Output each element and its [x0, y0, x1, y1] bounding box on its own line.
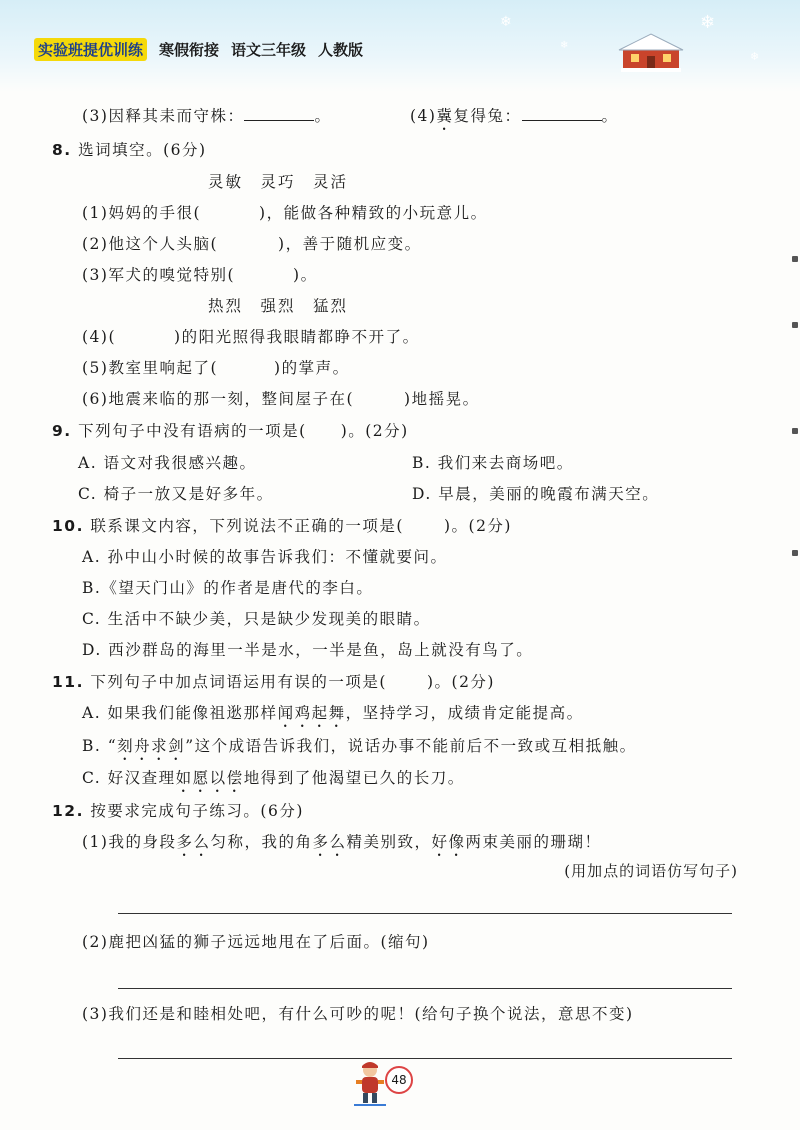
series-badge: 实验班提优训练 — [34, 38, 147, 61]
q12-s1-part: (1)我的身段 — [82, 833, 177, 851]
q12-sentence-2: (2)鹿把凶猛的狮子远远地甩在了后面。(缩句) — [82, 933, 430, 951]
q8-item-6 — [82, 387, 480, 409]
q9-number: 9. — [52, 422, 72, 440]
q8-number: 8. — [52, 141, 72, 159]
q7-item-4 — [410, 104, 619, 134]
answer-line[interactable] — [118, 1058, 732, 1059]
snow-house-icon — [617, 32, 685, 72]
q9-option-a[interactable]: A. 语文对我很感兴趣。 — [78, 454, 257, 472]
q8-item-4-post: )的阳光照得我眼睛都睁不开了。 — [174, 328, 420, 346]
q7-item-4-text: 复得兔： — [453, 107, 522, 125]
header-title — [34, 38, 363, 61]
q11-a-dotted-word: 闻鸡起舞 — [277, 704, 346, 722]
q12-sentence-3: (3)我们还是和睦相处吧，有什么可吵的呢！(给句子换个说法，意思不变) — [82, 1005, 634, 1023]
q8-item-4-pre: (4)( — [82, 328, 117, 346]
q7-item-3-end: 。 — [314, 107, 332, 125]
q8-item-2 — [82, 232, 422, 254]
q11-c-post: 地得到了他渴望已久的长刀。 — [243, 769, 465, 787]
scan-edge-mark — [792, 550, 798, 556]
answer-line[interactable] — [118, 988, 732, 989]
q8-title-text: 选词填空。(6分) — [78, 141, 207, 159]
q9-option-d[interactable]: D. 早晨，美丽的晚霞布满天空。 — [412, 485, 660, 503]
q12-s1-dotted-word: 好像 — [431, 833, 466, 851]
q11-b-dotted-word: 刻舟求剑 — [117, 737, 186, 755]
q12-s1-part: 匀称，我的角 — [210, 833, 313, 851]
page-number: 48 — [385, 1066, 413, 1094]
q12-number: 12. — [52, 802, 84, 820]
q8-item-6-post: )地摇晃。 — [404, 390, 480, 408]
q8-item-3 — [82, 263, 318, 285]
q10-number: 10. — [52, 517, 84, 535]
q8-item-5-post: )的掌声。 — [274, 359, 350, 377]
q10-option-a[interactable]: A. 孙中山小时候的故事告诉我们：不懂就要问。 — [82, 548, 448, 566]
q8-item-6-pre: (6)地震来临的那一刻，整间屋子在( — [82, 390, 355, 408]
q11-title — [52, 670, 495, 692]
snowflake-icon: ❄ — [750, 50, 760, 63]
q12-s1-part: 精美别致， — [346, 833, 432, 851]
q8-item-5 — [82, 356, 350, 378]
q9-title — [52, 419, 409, 441]
q7-item-4-end: 。 — [601, 107, 619, 125]
answer-blank[interactable] — [244, 120, 314, 121]
q12-s1-dotted-word: 多么 — [176, 833, 211, 851]
q9-option-b[interactable]: B. 我们来去商场吧。 — [412, 454, 574, 472]
q8-item-4 — [82, 325, 420, 347]
q8-word-bank-1: 灵敏 灵巧 灵活 — [208, 173, 349, 191]
q11-c-pre: C. 好汉查理 — [82, 769, 176, 787]
q11-option-c[interactable] — [82, 766, 465, 796]
q12-s1-requirement: (用加点的词语仿写句子) — [564, 862, 738, 880]
answer-line[interactable] — [118, 913, 732, 914]
q9-option-c[interactable]: C. 椅子一放又是好多年。 — [78, 485, 274, 503]
q11-a-post: ，坚持学习，成绩肯定能提高。 — [345, 704, 584, 722]
q9-title-pre: 下列句子中没有语病的一项是( — [78, 422, 307, 440]
q12-s1-part: 两束美丽的珊瑚！ — [465, 833, 602, 851]
q8-item-3-post: )。 — [293, 266, 318, 284]
q8-item-1 — [82, 201, 488, 223]
q11-option-b[interactable] — [82, 734, 637, 764]
snowflake-icon: ❄ — [500, 14, 512, 30]
q7-item-4-dotted: 冀 — [436, 107, 454, 125]
q11-b-post: ”这个成语告诉我们，说话办事不能前后不一致或互相抵触。 — [185, 737, 637, 755]
q12-sentence-1 — [82, 830, 602, 860]
q12-s1-dotted-word: 多么 — [312, 833, 347, 851]
q7-item-4-pre: (4) — [410, 107, 437, 125]
q10-option-d[interactable]: D. 西沙群岛的海里一半是水，一半是鱼，岛上就没有鸟了。 — [82, 641, 534, 659]
q7-item-3 — [82, 104, 331, 126]
q8-item-5-pre: (5)教室里响起了( — [82, 359, 219, 377]
header-part-term: 寒假衔接 — [159, 41, 220, 59]
q10-title — [52, 514, 512, 536]
scan-edge-mark — [792, 322, 798, 328]
snowflake-icon: ❄ — [700, 12, 716, 33]
q10-title-pre: 联系课文内容，下列说法不正确的一项是( — [90, 517, 404, 535]
q8-item-3-pre: (3)军犬的嗅觉特别( — [82, 266, 236, 284]
q8-item-2-post: )，善于随机应变。 — [278, 235, 422, 253]
q12-title-text: 按要求完成句子练习。(6分) — [90, 802, 304, 820]
q10-title-post: )。(2分) — [443, 517, 512, 535]
header-part-grade: 语文三年级 — [231, 41, 307, 59]
q11-a-pre: A. 如果我们能像祖逖那样 — [82, 704, 278, 722]
q8-item-2-pre: (2)他这个人头脑( — [82, 235, 219, 253]
q11-title-post: )。(2分) — [426, 673, 495, 691]
q8-item-1-post: )，能做各种精致的小玩意儿。 — [259, 204, 488, 222]
q8-title — [52, 138, 207, 160]
header-part-edition: 人教版 — [318, 41, 364, 59]
snowflake-icon: ❄ — [560, 40, 569, 51]
q11-c-dotted-word: 如愿以偿 — [175, 769, 244, 787]
scan-edge-mark — [792, 428, 798, 434]
q9-title-post: )。(2分) — [340, 422, 409, 440]
q11-title-pre: 下列句子中加点词语运用有误的一项是( — [90, 673, 387, 691]
q11-b-pre: B. “ — [82, 737, 118, 755]
q10-option-c[interactable]: C. 生活中不缺少美，只是缺少发现美的眼睛。 — [82, 610, 431, 628]
answer-blank[interactable] — [522, 120, 602, 121]
q8-word-bank-2: 热烈 强烈 猛烈 — [208, 297, 349, 315]
scan-edge-mark — [792, 256, 798, 262]
q7-item-3-text: (3)因释其耒而守株： — [82, 107, 245, 125]
q8-item-1-pre: (1)妈妈的手很( — [82, 204, 202, 222]
q10-option-b[interactable]: B.《望天门山》的作者是唐代的李白。 — [82, 579, 374, 597]
q11-number: 11. — [52, 673, 84, 691]
q11-option-a[interactable] — [82, 701, 584, 731]
q12-title — [52, 799, 304, 821]
